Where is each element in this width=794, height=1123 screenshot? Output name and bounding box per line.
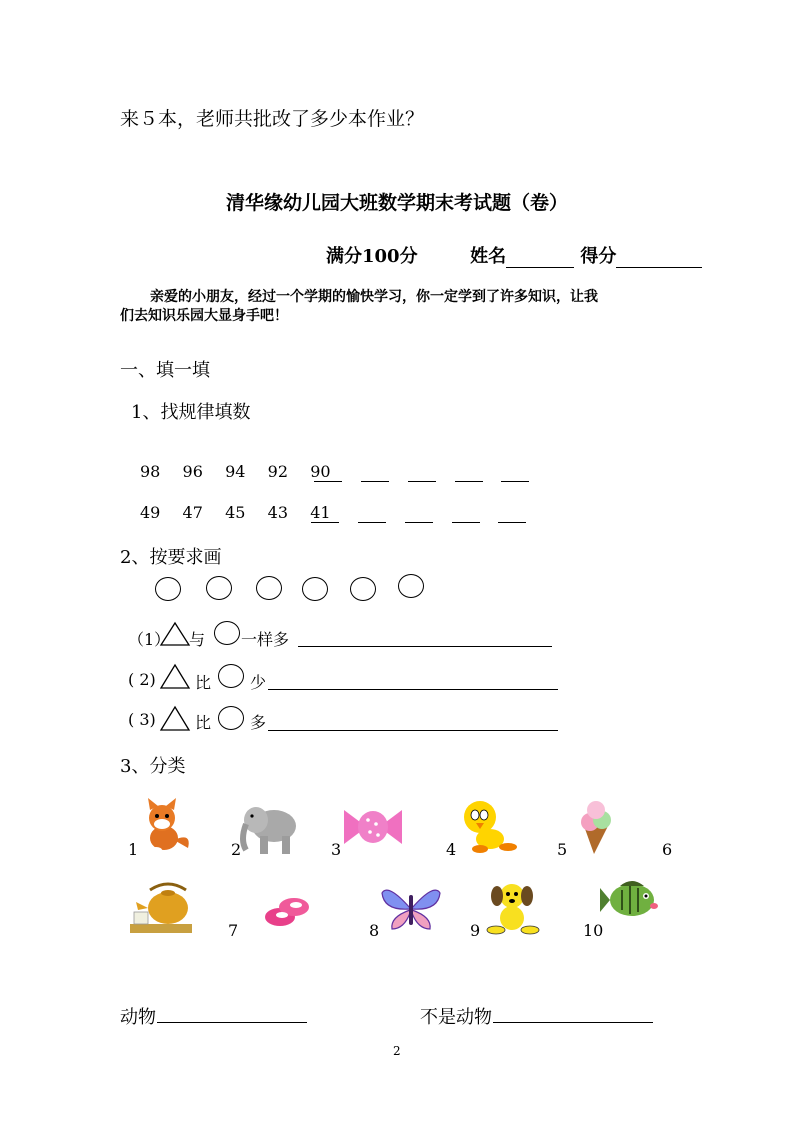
sequence-number: 92 bbox=[267, 462, 288, 481]
sequence-blank[interactable] bbox=[311, 522, 339, 523]
circle-icon bbox=[214, 621, 240, 645]
candy-icon bbox=[342, 802, 404, 850]
sequence-number: 94 bbox=[225, 462, 246, 481]
triangle-icon bbox=[160, 622, 190, 646]
circle-shape bbox=[302, 577, 328, 601]
answer-line[interactable] bbox=[268, 689, 558, 690]
name-blank[interactable] bbox=[506, 249, 574, 268]
teapot-icon bbox=[128, 878, 194, 934]
score-blank[interactable] bbox=[616, 249, 702, 268]
item-label: 5 bbox=[557, 840, 568, 859]
butterfly-icon bbox=[380, 883, 442, 933]
item-label: 3 bbox=[331, 840, 342, 859]
dog-icon bbox=[482, 880, 546, 936]
sequence-blank[interactable] bbox=[405, 522, 433, 523]
section-heading: 一、填一填 bbox=[120, 360, 210, 381]
circle-shape bbox=[350, 577, 376, 601]
question-3-heading: 3、分类 bbox=[120, 756, 186, 777]
circle-shape bbox=[155, 577, 181, 601]
not-animals-answer-line[interactable] bbox=[493, 1022, 653, 1023]
sequence-number: 90 bbox=[310, 462, 331, 481]
q2-line-1-text-b: 一样多 bbox=[241, 630, 290, 649]
triangle-icon bbox=[160, 706, 190, 731]
sequence-number: 98 bbox=[140, 462, 161, 481]
q2-line-2-text-a: 比 bbox=[195, 673, 212, 692]
fox-icon bbox=[136, 798, 196, 854]
full-score-label: 满分100分 bbox=[326, 246, 418, 267]
sequence-number: 47 bbox=[182, 503, 203, 522]
item-label: 6 bbox=[662, 840, 673, 859]
name-label: 姓名 bbox=[470, 246, 507, 267]
q2-line-2-text-b: 少 bbox=[250, 673, 267, 692]
item-label: 9 bbox=[470, 921, 481, 940]
sequence-number: 49 bbox=[140, 503, 161, 522]
not-animals-label: 不是动物 bbox=[420, 1007, 492, 1028]
sequence-blank[interactable] bbox=[455, 481, 483, 482]
question-2-heading: 2、按要求画 bbox=[120, 547, 222, 568]
page-title: 清华缘幼儿园大班数学期末考试题（卷） bbox=[226, 192, 569, 214]
item-label: 8 bbox=[369, 921, 380, 940]
q2-line-3-number: ( 3) bbox=[128, 710, 156, 729]
fish-icon bbox=[600, 876, 664, 924]
animals-label: 动物 bbox=[120, 1007, 156, 1028]
circle-icon bbox=[218, 706, 244, 730]
item-label: 10 bbox=[583, 921, 604, 940]
intro-line-2: 们去知识乐园大显身手吧！ bbox=[120, 308, 288, 324]
sequence-row-2 bbox=[140, 503, 331, 522]
sequence-number: 96 bbox=[182, 462, 203, 481]
item-label: 2 bbox=[231, 840, 242, 859]
score-line bbox=[326, 242, 702, 268]
answer-line[interactable] bbox=[268, 730, 558, 731]
sequence-row-1 bbox=[140, 462, 331, 481]
q2-line-1-number: （1） bbox=[128, 630, 171, 649]
animals-answer-line[interactable] bbox=[157, 1022, 307, 1023]
triangle-icon bbox=[160, 664, 190, 689]
continuation-text: 来５本，老师共批改了多少本作业？ bbox=[120, 108, 425, 130]
sequence-blank[interactable] bbox=[452, 522, 480, 523]
q2-line-3-text-b: 多 bbox=[250, 713, 267, 732]
item-label: 1 bbox=[128, 840, 139, 859]
elephant-icon bbox=[238, 800, 300, 856]
score-label: 得分 bbox=[580, 246, 617, 267]
shoes-icon bbox=[262, 893, 312, 929]
answer-line[interactable] bbox=[298, 646, 552, 647]
intro-line-1: 亲爱的小朋友，经过一个学期的愉快学习，你一定学到了许多知识，让我 bbox=[150, 289, 598, 305]
sequence-blank[interactable] bbox=[501, 481, 529, 482]
sequence-blank[interactable] bbox=[408, 481, 436, 482]
q2-line-1-text-a: 与 bbox=[189, 630, 206, 649]
circle-shape bbox=[256, 576, 282, 600]
chick-icon bbox=[456, 797, 520, 855]
sequence-number: 43 bbox=[267, 503, 288, 522]
circle-shape bbox=[398, 574, 424, 598]
item-label: 7 bbox=[228, 921, 239, 940]
ice-cream-icon bbox=[576, 800, 616, 856]
sequence-blank[interactable] bbox=[314, 481, 342, 482]
q2-line-2-number: ( 2) bbox=[128, 670, 156, 689]
sequence-blank[interactable] bbox=[358, 522, 386, 523]
circle-icon bbox=[218, 664, 244, 688]
sequence-number: 41 bbox=[310, 503, 331, 522]
sequence-number: 45 bbox=[225, 503, 246, 522]
circle-shape bbox=[206, 576, 232, 600]
question-1-heading: 1、找规律填数 bbox=[131, 402, 251, 423]
q2-line-3-text-a: 比 bbox=[195, 713, 212, 732]
sequence-blank[interactable] bbox=[498, 522, 526, 523]
sequence-blank[interactable] bbox=[361, 481, 389, 482]
page-number: 2 bbox=[393, 1044, 401, 1058]
item-label: 4 bbox=[446, 840, 457, 859]
